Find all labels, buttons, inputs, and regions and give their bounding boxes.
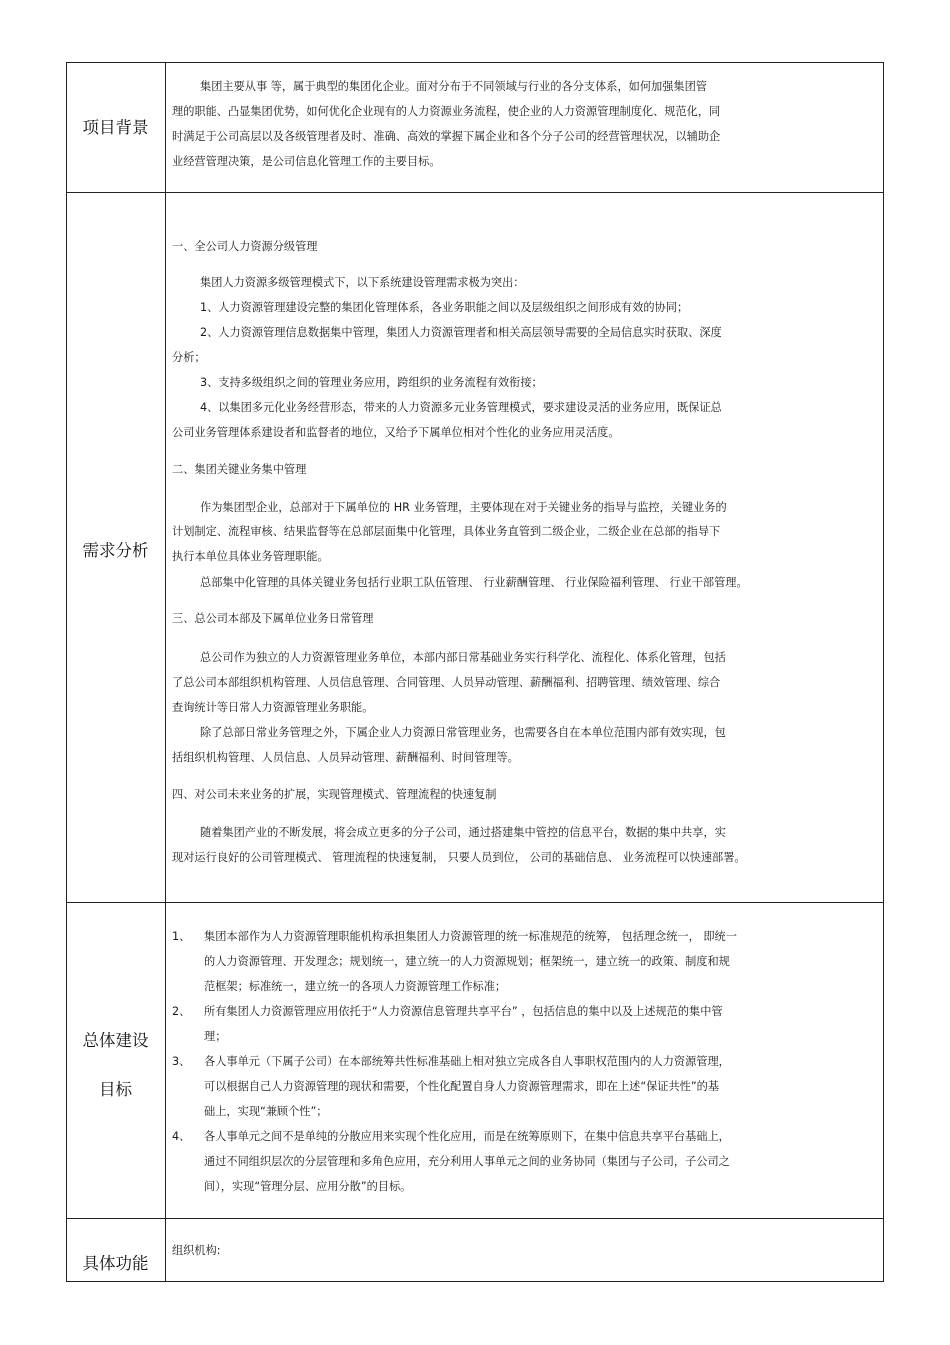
requirements-heading: 三、总公司本部及下属单位业务日常管理 (172, 612, 374, 625)
goal-text-line: 所有集团人力资源管理应用依托于“人力资源信息管理共享平台” ，包括信息的集中以及上述规范的集中管 (204, 1005, 723, 1018)
requirements-text-line: 除了总部日常业务管理之外，下属企业人力资源日常管理业务，也需要各自在本单位范围内部有效实现，包 (200, 726, 726, 739)
requirements-heading: 一、全公司人力资源分级管理 (172, 240, 318, 253)
requirements-text-line: 了总公司本部组织机构管理、人员信息管理、合同管理、人员异动管理、薪酬福利、招聘管理、绩效管理、综合 (172, 676, 721, 689)
requirements-text-line: 括组织机构管理、人员信息、人员异动管理、薪酬福利、时间管理等。 (172, 751, 519, 764)
goal-text-line: 集团本部作为人力资源管理职能机构承担集团人力资源管理的统一标准规范的统筹， 包括理念统一， 即统一 (204, 930, 737, 943)
requirements-text-line: 作为集团型企业，总部对于下属单位的 HR 业务管理，主要体现在对于关键业务的指导与监控，关键业务的 (200, 501, 727, 514)
functions-text-line: 组织机构: (172, 1244, 221, 1257)
requirements-text-line: 总部集中化管理的具体关键业务包括行业职工队伍管理、 行业薪酬管理、 行业保险福利管理、 行业干部管理。 (200, 576, 748, 589)
requirements-text-line: 查询统计等日常人力资源管理业务职能。 (172, 701, 374, 714)
requirements-text-line: 3、支持多级组织之间的管理业务应用，跨组织的业务流程有效衔接； (200, 376, 543, 389)
requirements-text-line: 计划制定、流程审核、结果监督等在总部层面集中化管理，具体业务直管到二级企业，二级企业在总部的指导下 (172, 525, 721, 538)
requirements-text-line: 1、人力资源管理建设完整的集团化管理体系，各业务职能之间以及层级组织之间形成有效的协同； (200, 301, 689, 314)
goal-text-line: 通过不同组织层次的分层管理和多角色应用，充分利用人事单元之间的业务协同（集团与子公司，子公司之 (204, 1155, 730, 1168)
requirements-heading: 二、集团关键业务集中管理 (172, 463, 307, 476)
background-text-line: 业经营管理决策，是公司信息化管理工作的主要目标。 (172, 155, 441, 168)
row-divider (66, 902, 884, 903)
requirements-text-line: 2、人力资源管理信息数据集中管理，集团人力资源管理者和相关高层领导需要的全局信息实时获取、深度 (200, 326, 722, 339)
requirements-text-line: 随着集团产业的不断发展，将会成立更多的分子公司，通过搭建集中管控的信息平台，数据的集中共享，实 (200, 826, 726, 839)
goal-text-line: 理； (204, 1030, 227, 1043)
goal-text-line: 各人事单元之间不是单纯的分散应用来实现个性化应用，而是在统筹原则下，在集中信息共享平台基础上， (204, 1130, 730, 1143)
background-text-line: 集团主要从事 等，属于典型的集团化企业。面对分布于不同领域与行业的各分支体系，如何加强集团管 (200, 80, 707, 93)
row-label-goals-line1: 总体建设 (82, 1031, 149, 1050)
goal-text-line: 的人力资源管理、开发理念；规划统一，建立统一的人力资源规划；框架统一，建立统一的政策、制度和规 (204, 955, 730, 968)
requirements-text-line: 总公司作为独立的人力资源管理业务单位，本部内部日常基础业务实行科学化、流程化、体系化管理，包括 (200, 651, 726, 664)
requirements-text-line: 现对运行良好的公司管理模式、 管理流程的快速复制， 只要人员到位， 公司的基础信息、 业务流程可以快速部署。 (172, 851, 746, 864)
requirements-text-line: 分析； (172, 351, 206, 364)
background-text-line: 理的职能、凸显集团优势，如何优化企业现有的人力资源业务流程，使企业的人力资源管理制度化、规范化，同 (172, 105, 721, 118)
row-label-goals-line2: 目标 (99, 1080, 132, 1099)
row-divider (66, 1218, 884, 1219)
requirements-text-line: 公司业务管理体系建设者和监督者的地位，又给予下属单位相对个性化的业务应用灵活度。 (172, 426, 620, 439)
row-label-background: 项目背景 (82, 118, 149, 137)
requirements-text-line: 执行本单位具体业务管理职能。 (172, 550, 329, 563)
row-label-requirements: 需求分析 (82, 541, 149, 560)
goal-text-line: 间），实现“管理分层、应用分散”的目标。 (204, 1180, 412, 1193)
background-text-line: 时满足于公司高层以及各级管理者及时、准确、高效的掌握下属企业和各个分子公司的经营管理状况，以辅助企 (172, 130, 721, 143)
goal-number: 2、 (172, 1005, 191, 1018)
goal-text-line: 范框架；标准统一，建立统一的各项人力资源管理工作标准； (204, 980, 507, 993)
requirements-heading: 四、对公司未来业务的扩展，实现管理模式、管理流程的快速复制 (172, 788, 497, 801)
goal-number: 1、 (172, 930, 191, 943)
goal-number: 4、 (172, 1130, 191, 1143)
row-divider (66, 192, 884, 193)
goal-text-line: 各人事单元（下属子公司）在本部统筹共性标准基础上相对独立完成各自人事职权范围内的人力资源管理， (204, 1055, 730, 1068)
goal-text-line: 础上，实现“兼顾个性”； (204, 1105, 328, 1118)
goal-text-line: 可以根据自己人力资源管理的现状和需要，个性化配置自身人力资源管理需求，即在上述“保证共性”的基 (204, 1080, 720, 1093)
requirements-text-line: 集团人力资源多级管理模式下，以下系统建设管理需求极为突出： (200, 276, 525, 289)
row-label-functions: 具体功能 (82, 1254, 149, 1273)
requirements-text-line: 4、以集团多元化业务经营形态，带来的人力资源多元业务管理模式，要求建设灵活的业务应用，既保证总 (200, 401, 722, 414)
goal-number: 3、 (172, 1055, 191, 1068)
column-divider (165, 62, 166, 1282)
